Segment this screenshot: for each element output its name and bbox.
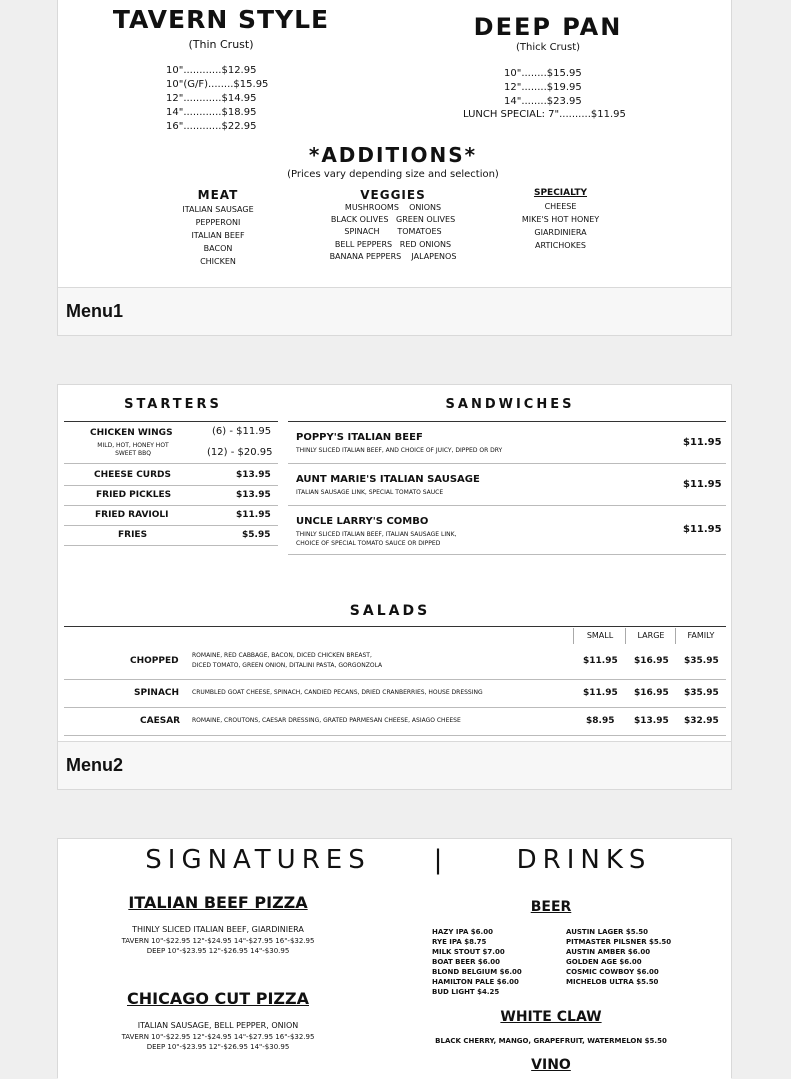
sandwich-name-3: UNCLE LARRY'S COMBO [296,516,429,527]
deep-price-2: 12"........$19.95 [504,82,582,93]
starter-price-5: $5.95 [242,530,271,540]
deep-price-1: 10"........$15.95 [504,68,582,79]
starter-price-2: $13.95 [236,470,271,480]
tavern-title: TAVERN STYLE [112,5,330,34]
salad-large-1: $16.95 [634,656,669,666]
sandwich-price-3: $11.95 [683,524,722,535]
tavern-price-4: 14"............$18.95 [166,107,257,118]
starter-name-1: CHICKEN WINGS [90,428,173,438]
header-separator: | [433,845,443,875]
salad-small-3: $8.95 [586,716,615,726]
meat-5: CHICKEN [200,257,236,266]
pizza-tavern-1: TAVERN 10"-$22.95 12"-$24.95 14"-$27.95 16"-$32.95 [121,937,315,945]
pizza-deep-2: DEEP 10"-$23.95 12"-$26.95 14"-$30.95 [146,1043,290,1051]
starter-sep-5 [64,545,278,546]
salad-name-2: SPINACH [134,688,180,698]
salad-desc-3: ROMAINE, CROUTONS, CAESAR DRESSING, GRATED PARMESAN CHEESE, ASIAGO CHEESE [192,717,461,724]
meat-4: BACON [203,244,233,253]
salad-family-1: $35.95 [684,656,719,666]
menu-card-1[interactable] [57,0,732,336]
sandwich-name-2: AUNT MARIE'S ITALIAN SAUSAGE [296,474,480,485]
starter-sep-4 [64,525,278,526]
veggies-1: MUSHROOMS ONIONS [344,203,442,212]
salad-small-1: $11.95 [583,656,618,666]
tavern-price-3: 12"............$14.95 [166,93,257,104]
sandwich-sep-2 [288,505,726,506]
tavern-price-5: 16"............$22.95 [166,121,257,132]
specialty-1: CHEESE [544,202,577,211]
salad-name-1: CHOPPED [130,656,179,666]
veggies-title: VEGGIES [360,188,426,202]
sandwich-desc-3: THINLY SLICED ITALIAN BEEF, ITALIAN SAUSAGE LINK, CHOICE OF SPECIAL TOMATO SAUCE OR DIPPED [296,531,457,547]
starter-name-5: FRIES [118,530,148,540]
salad-desc-2: CRUMBLED GOAT CHEESE, SPINACH, CANDIED PECANS, DRIED CRANBERRIES, HOUSE DRESSING [192,689,483,696]
menu-card-2[interactable] [57,384,732,790]
beer-right-1: AUSTIN LAGER $5.50 [566,928,648,936]
sandwich-sep-3 [288,554,726,555]
starter-price-1a: (6) - $11.95 [212,426,272,437]
salads-title: SALADS [349,603,431,619]
meat-title: MEAT [197,188,239,202]
veggies-3: SPINACH TOMATOES [344,227,442,236]
starters-rule [64,421,278,422]
beer-left-3: MILK STOUT $7.00 [432,948,505,956]
starter-price-1b: (12) - $20.95 [207,447,273,458]
sandwiches-rule [288,421,726,422]
salad-sep-1 [64,679,726,680]
salad-desc-1: ROMAINE, RED CABBAGE, BACON, DICED CHICKEN BREAST, DICED TOMATO, GREEN ONION, DITALINI PASTA, GORGONZOLA [192,652,383,669]
beer-left-7: BUD LIGHT $4.25 [432,988,500,996]
sandwich-price-1: $11.95 [683,437,722,448]
salad-large-3: $13.95 [634,716,669,726]
salad-sep-3 [64,735,726,736]
starters-title: STARTERS [124,397,222,412]
starter-desc-1: MILD, HOT, HONEY HOT SWEET BBQ [97,442,169,457]
specialty-3: GIARDINIERA [534,228,587,237]
tavern-price-1: 10"............$12.95 [166,65,257,76]
menu3-image[interactable] [58,839,731,1079]
starter-price-3: $13.95 [236,490,271,500]
sandwiches-title: SANDWICHES [445,397,575,412]
sandwich-price-2: $11.95 [683,479,722,490]
starter-sep-3 [64,505,278,506]
specialty-2: MIKE'S HOT HONEY [521,215,600,224]
beer-right-6: MICHELOB ULTRA $5.50 [566,978,659,986]
deep-price-3: 14"........$23.95 [504,96,582,107]
salad-family-2: $35.95 [684,688,719,698]
pizza-tavern-2: TAVERN 10"-$22.95 12"-$24.95 14"-$27.95 16"-$32.95 [121,1033,315,1041]
pizza-name-1: ITALIAN BEEF PIZZA [128,893,308,912]
tavern-subtitle: (Thin Crust) [188,38,254,51]
menu2-caption: Menu2 [58,741,731,789]
white-claw-desc: BLACK CHERRY, MANGO, GRAPEFRUIT, WATERMELON $5.50 [435,1037,667,1045]
meat-3: ITALIAN BEEF [191,231,245,240]
white-claw-title: WHITE CLAW [500,1009,602,1025]
size-family: FAMILY [687,631,715,640]
specialty-title: SPECIALTY [533,188,588,198]
sandwich-sep-1 [288,463,726,464]
starter-name-3: FRIED PICKLES [96,490,172,500]
starter-sep-2 [64,485,278,486]
beer-left-6: HAMILTON PALE $6.00 [432,978,519,986]
meat-2: PEPPERONI [195,218,241,227]
veggies-2: BLACK OLIVES GREEN OLIVES [330,215,456,224]
pizza-desc-2: ITALIAN SAUSAGE, BELL PEPPER, ONION [137,1021,299,1030]
starter-price-4: $11.95 [236,510,271,520]
additions-subtitle: (Prices vary depending size and selection) [287,169,499,180]
meat-1: ITALIAN SAUSAGE [182,205,254,214]
sandwich-desc-1: THINLY SLICED ITALIAN BEEF, AND CHOICE OF JUICY, DIPPED OR DRY [296,447,503,454]
beer-right-2: PITMASTER PILSNER $5.50 [566,938,672,946]
starter-sep-1 [64,463,278,464]
additions-title: *ADDITIONS* [308,143,478,167]
signatures-title: SIGNATURES [145,845,371,875]
menu1-caption: Menu1 [58,287,731,335]
salad-sep-2 [64,707,726,708]
sandwich-desc-2: ITALIAN SAUSAGE LINK, SPECIAL TOMATO SAUCE [296,489,444,496]
deep-title: DEEP PAN [473,13,623,41]
salad-name-3: CAESAR [140,716,181,726]
salad-small-2: $11.95 [583,688,618,698]
pizza-deep-1: DEEP 10"-$23.95 12"-$26.95 14"-$30.95 [146,947,290,955]
beer-left-4: BOAT BEER $6.00 [432,958,501,966]
size-large: LARGE [637,631,665,640]
menu-card-3[interactable] [57,838,732,1078]
beer-right-4: GOLDEN AGE $6.00 [566,958,642,966]
pizza-desc-1: THINLY SLICED ITALIAN BEEF, GIARDINIERA [132,925,304,934]
lunch-special: LUNCH SPECIAL: 7"..........$11.95 [463,109,626,120]
tavern-price-2: 10"(G/F)........$15.95 [166,79,269,90]
deep-subtitle: (Thick Crust) [515,42,581,53]
size-small: SMALL [586,631,614,640]
beer-right-3: AUSTIN AMBER $6.00 [566,948,651,956]
salad-large-2: $16.95 [634,688,669,698]
starter-name-2: CHEESE CURDS [94,470,171,480]
size-divider-1 [573,628,574,644]
beer-left-5: BLOND BELGIUM $6.00 [432,968,522,976]
starter-name-4: FRIED RAVIOLI [95,510,169,520]
vino-title: VINO [531,1057,571,1073]
pizza-name-2: CHICAGO CUT PIZZA [127,989,309,1008]
salad-family-3: $32.95 [684,716,719,726]
specialty-4: ARTICHOKES [535,241,586,250]
menu2-image[interactable] [58,385,731,741]
veggies-4: BELL PEPPERS RED ONIONS [334,240,452,249]
veggies-5: BANANA PEPPERS JALAPENOS [329,252,457,261]
beer-right-5: COSMIC COWBOY $6.00 [566,968,659,976]
beer-title: BEER [530,899,572,915]
beer-left-2: RYE IPA $8.75 [432,938,487,946]
drinks-title: DRINKS [516,845,652,875]
sandwich-name-1: POPPY'S ITALIAN BEEF [296,432,423,443]
salads-rule [64,626,726,627]
menu1-image[interactable] [58,0,731,287]
beer-left-1: HAZY IPA $6.00 [432,928,493,936]
